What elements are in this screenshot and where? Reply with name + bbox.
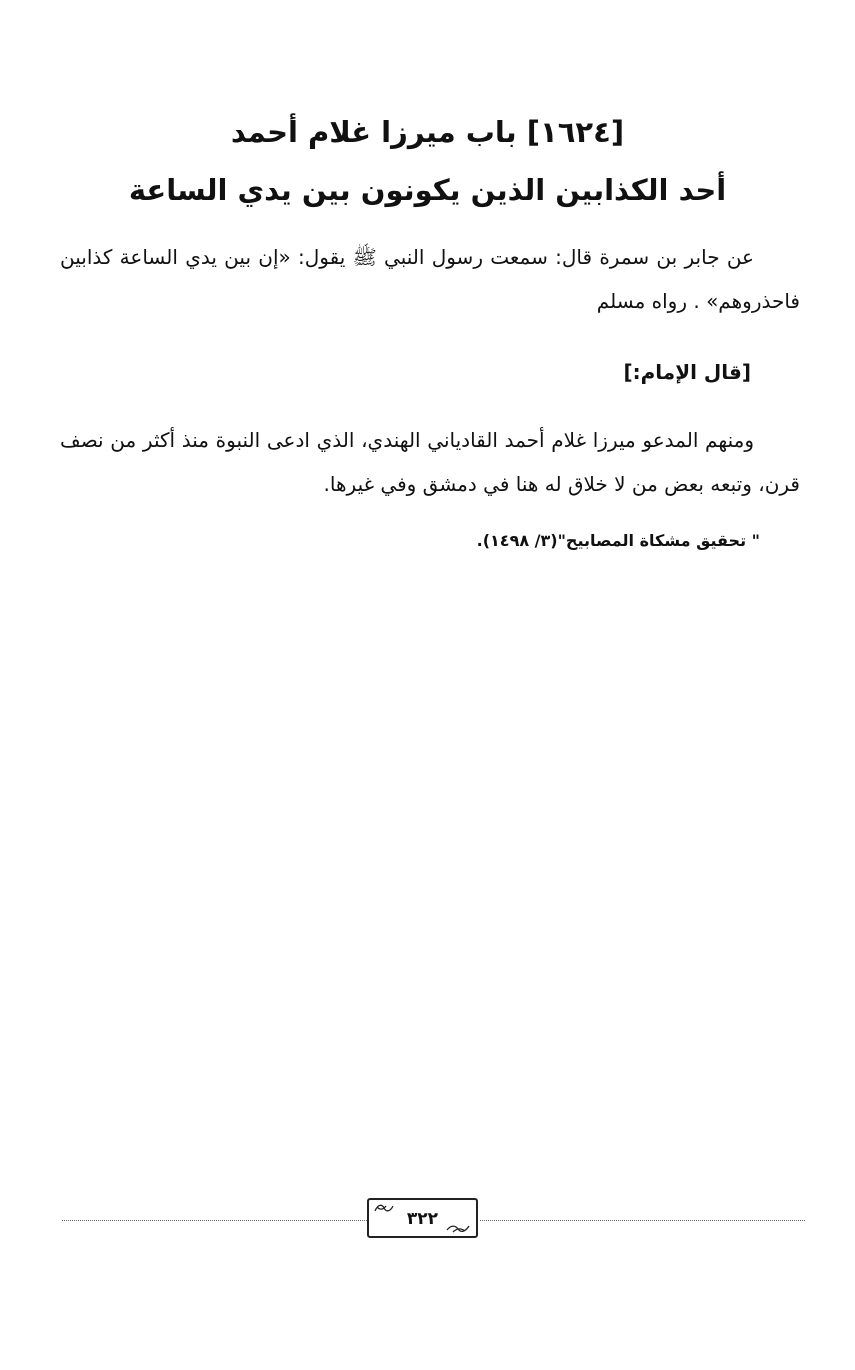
chapter-subheading: أحد الكذابين الذين يكونون بين يدي الساعة (128, 173, 727, 207)
page-number-frame (367, 1198, 478, 1238)
commentary-paragraph: ومنهم المدعو ميرزا غلام أحمد القادياني الهندي، الذي ادعى النبوة منذ أكثر من نصف قرن، وتبعه بعض من لا خلاق له هنا في دمشق وفي غيرها. (60, 428, 800, 496)
chapter-heading: [١٦٢٤] باب ميرزا غلام أحمد (230, 115, 625, 149)
imam-label: [قال الإمام:] (623, 360, 751, 384)
footer-dotted-rule-right (480, 1220, 805, 1221)
source-citation: " تحقيق مشكاة المصابيح"(٣/ ١٤٩٨). (476, 531, 760, 550)
hadith-paragraph: عن جابر بن سمرة قال: سمعت رسول النبي ﷺ يقول: «إن بين يدي الساعة كذابين فاحذروهم» . رواه مسلم (60, 245, 800, 313)
footer-dotted-rule-left (62, 1220, 367, 1221)
page-number: ٣٢٢ (406, 1209, 439, 1229)
ornament-icon (445, 1222, 473, 1234)
